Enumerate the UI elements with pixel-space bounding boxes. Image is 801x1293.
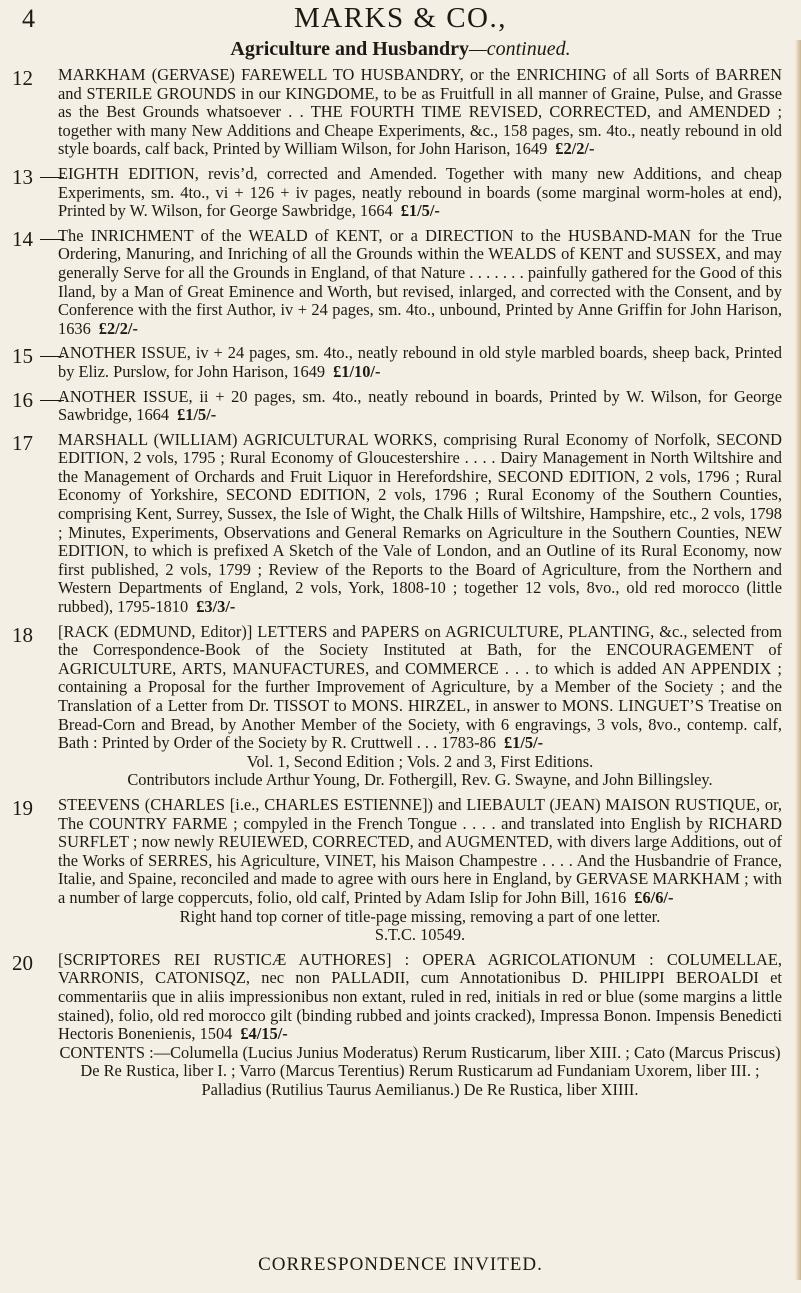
lot-number: 20 <box>12 950 33 975</box>
page-edge-shadow <box>795 40 801 1280</box>
entry-description <box>58 165 782 221</box>
entry-note: CONTENTS :—Columella (Lucius Junius Moderatus) Rerum Rusticarum, liber XIII. ; Cato (Marcus Priscus) De Re Rustica, liber I. ; Varro (Marcus Terentius) Rerum Rusticarum ad Fundaniam Uxorem, liber III. ; Palladius (Rutilius Taurus Aemilianus.) De Re Rustica, liber XIIII. <box>59 1042 781 1099</box>
entry-note: Right hand top corner of title-page missing, removing a part of one letter. <box>179 906 661 926</box>
catalogue-entry <box>12 623 782 790</box>
entry-text: The INRICHMENT of the WEALD of KENT, or a DIRECTION to the HUSBAND-MAN for the True Ordering, Manuring, and Inriching of all the Grounds within the WEALDS of KENT and SUSSEX, and may generally Serve for all the Grounds in England, of that Nature . . . . . . . painfully gathered for the Good of this Iland, by a Man of Great Eminence and Worth, but revised, inlarged, and corrected with the Consent, and by Conference with the first Author, iv + 24 pages, sm. 4to., unbound, Printed by Anne Griffin for John Harison, 1636 <box>58 225 782 338</box>
entry-price: £6/6/- <box>634 887 674 907</box>
entry-description <box>58 344 782 381</box>
entry-text: MARSHALL (WILLIAM) AGRICULTURAL WORKS, comprising Rural Economy of Norfolk, SECOND EDITION, 2 vols, 1795 ; Rural Economy of Gloucestershire . . . . Dairy Management in North Wiltshire and the Management of Orchards and Fruit Liquor in Herefordshire, SECOND EDITION, 2 vols, 1796 ; Rural Economy of Yorkshire, SECOND EDITION, 2 vols, 1796 ; Rural Economy of the Southern Counties, comprising Kent, Surrey, Sussex, the Isle of Wight, the Chalk Hills of Wiltshire, Hampshire, etc., 2 vols, 1798 ; Minutes, Experiments, Observations and General Remarks on Agriculture in the Southern Counties, NEW EDITION, to which is prefixed A Sketch of the Vale of London, and an Outline of its Rural Economy, now first published, 2 vols, 1799 ; Review of the Reports to the Board of Agriculture, from the Northern and Western Departments of England, 2 vols, York, 1808-10 ; together 12 vols, 8vo., old red morocco (little rubbed), 1795-1810 <box>58 429 782 617</box>
lot-number: 13 <box>12 164 33 189</box>
section-title <box>0 38 801 61</box>
catalogue-entry <box>12 388 782 425</box>
entry-price: £1/5/- <box>177 405 217 425</box>
lot-number: 16 <box>12 387 33 412</box>
ditto-rule <box>40 177 64 178</box>
entry-text: MARKHAM (GERVASE) FAREWELL TO HUSBANDRY, or the ENRICHING of all Sorts of BARREN and STERILE GROUNDS in our KINGDOME, to be as Fruitfull in all manner of Graine, Pulse, and Grasse as the Best Grounds whatsoever . . THE FOURTH TIME REVISED, CORRECTED, and AMENDED ; together with many New Additions and Cheape Experiments, &c., 158 pages, sm. 4to., neatly rebound in old style boards, calf back, Printed by William Wilson, for John Harison, 1649 <box>58 65 782 159</box>
entry-description <box>58 623 782 753</box>
entry-text: ANOTHER ISSUE, ii + 20 pages, sm. 4to., neatly rebound in boards, Printed by W. Wilson, for George Sawbridge, 1664 <box>58 386 782 425</box>
entry-description <box>58 431 782 617</box>
lot-number: 18 <box>12 622 33 647</box>
entry-price: £1/5/- <box>400 201 440 221</box>
running-title: MARKS & CO., <box>294 2 507 34</box>
footer-note: CORRESPONDENCE INVITED. <box>258 1254 543 1275</box>
entry-note: Vol. 1, Second Edition ; Vols. 2 and 3, First Editions. <box>246 751 594 771</box>
catalogue-entry <box>12 227 782 339</box>
ditto-rule <box>40 400 64 401</box>
entry-text: EIGHTH EDITION, revis’d, corrected and Amended. Together with many new Additions, and cheap Experiments, sm. 4to., vi + 126 + iv pages, neatly rebound in boards (some marginal worm-holes at end), Printed by W. Wilson, for George Sawbridge, 1664 <box>58 163 782 221</box>
entry-text: [RACK (EDMUND, Editor)] LETTERS and PAPERS on AGRICULTURE, PLANTING, &c., selected from the Correspondence-Book of the Society Instituted at Bath, for the ENCOURAGEMENT of AGRICULTURE, ARTS, MANUFACTURES, and COMMERCE . . . to which is added AN APPENDIX ; containing a Proposal for the further Improvement of Agriculture, by a Member of the Society ; and the Translation of a Letter from Dr. TISSOT to MONS. HIRZEL, in answer to MONS. LINGUET’S Treatise on Bread-Corn and Bread, by Another Member of the Society, with 6 engravings, 3 vols, 8vo., contemp. calf, Bath : Printed by Order of the Society by R. Cruttwell . . . 1783-86 <box>58 621 782 753</box>
entry-description <box>58 388 782 425</box>
entry-text: [SCRIPTORES REI RUSTICÆ AUTHORES] : OPERA AGRICOLATIONUM : COLUMELLAE, VARRONIS, CATONISQZ, nec non PALLADII, cum Annotationibus D. PHILIPPI BEROALDI et commentariis que in aliis impressionibus non extant, ruled in red, initials in red or blue (some margins a little stained), folio, old red morocco gilt (binding rubbed and joints cracked), Impressa Bonon. Impensis Benedicti Hectoris Bonenienis, 1504 <box>58 949 782 1044</box>
entry-price: £1/10/- <box>333 361 381 381</box>
catalogue-entry <box>12 344 782 381</box>
catalogue-entry <box>12 431 782 617</box>
lot-number: 19 <box>12 795 33 820</box>
entry-price: £3/3/- <box>196 597 236 617</box>
catalogue-entry <box>12 796 782 945</box>
entry-price: £4/15/- <box>240 1024 288 1044</box>
entry-text: ANOTHER ISSUE, iv + 24 pages, sm. 4to., neatly rebound in old style marbled boards, sheep back, Printed by Eliz. Purslow, for John Harison, 1649 <box>58 343 782 381</box>
page-header <box>0 2 801 36</box>
entry-note: Contributors include Arthur Young, Dr. Fothergill, Rev. G. Swayne, and John Billingsley. <box>127 770 713 790</box>
section-title-main: Agriculture and Husbandry <box>230 38 469 60</box>
catalogue-entry <box>12 165 782 221</box>
entry-text: STEEVENS (CHARLES [i.e., CHARLES ESTIENNE]) and LIEBAULT (JEAN) MAISON RUSTIQUE, or, The COUNTRY FARME ; compyled in the French Tongue . . . . and translated into English by RICHARD SURFLET ; now newly REUIEWED, CORRECTED, and AUGMENTED, with divers large Additions, out of the Works of SERRES, his Agriculture, VINET, his Maison Champestre . . . . And the Husbandrie of France, Italie, and Spaine, reconciled and made to agree with ours here in England, by GERVASE MARKHAM ; with a number of large coppercuts, folio, old calf, Printed by Adam Islip for John Bill, 1616 <box>58 794 782 907</box>
catalogue-entries <box>12 66 782 1105</box>
entry-description <box>58 951 782 1044</box>
entry-description <box>58 66 782 159</box>
ditto-rule <box>40 239 64 240</box>
entry-price: £2/2/- <box>98 318 138 338</box>
catalogue-entry <box>12 951 782 1100</box>
entry-description <box>58 227 782 339</box>
lot-number: 15 <box>12 344 33 369</box>
lot-number: 14 <box>12 226 33 251</box>
catalogue-entry <box>12 66 782 159</box>
page-number: 4 <box>22 4 35 33</box>
lot-number: 12 <box>12 66 33 90</box>
section-title-suffix: —continued. <box>468 38 571 60</box>
entry-note: S.T.C. 10549. <box>374 925 466 945</box>
lot-number: 17 <box>12 430 33 455</box>
entry-price: £2/2/- <box>555 139 595 159</box>
ditto-rule <box>40 356 64 357</box>
entry-description <box>58 796 782 908</box>
entry-price: £1/5/- <box>503 733 544 753</box>
